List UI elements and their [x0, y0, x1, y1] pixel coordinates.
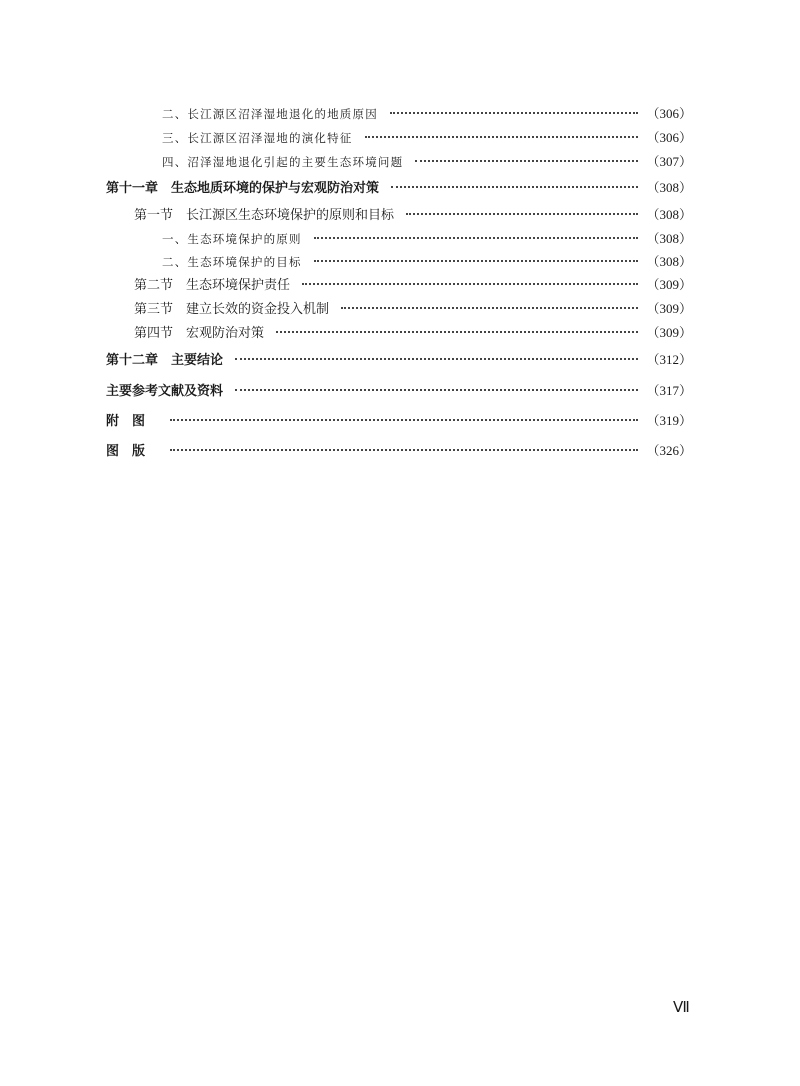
toc-entry[interactable] — [162, 251, 692, 270]
dot-leader — [391, 186, 638, 188]
toc-entry-title: 第二节 生态环境保护责任 — [134, 278, 291, 293]
dot-leader — [341, 307, 638, 309]
toc-entry-title-wrap — [106, 440, 166, 459]
toc-entry-title: 四、沼泽湿地退化引起的主要生态环境问题 — [162, 155, 404, 169]
toc-entry-section[interactable] — [134, 322, 692, 341]
toc-entry-page: （308） — [646, 207, 692, 222]
toc-entry-page: （312） — [646, 352, 692, 367]
toc-entry[interactable] — [162, 151, 692, 170]
toc-entry-title: 图版 — [106, 444, 159, 459]
toc-entry-page: （309） — [646, 277, 692, 292]
page-number: Ⅶ — [673, 1000, 690, 1016]
toc-entry-chapter[interactable] — [106, 410, 692, 429]
toc-entry-title: 第三节 建立长效的资金投入机制 — [134, 302, 330, 317]
toc-entry-chapter[interactable] — [106, 349, 692, 368]
dot-leader — [406, 213, 638, 215]
toc-entry-title: 二、生态环境保护的目标 — [162, 255, 302, 269]
toc-entry-page: （306） — [646, 106, 692, 121]
toc-entry-page: （307） — [646, 154, 692, 169]
toc-entry-title-wrap — [106, 410, 166, 429]
toc-entry-title: 第十二章 主要结论 — [106, 353, 224, 368]
dot-leader — [235, 358, 638, 360]
toc-entry-title: 一、生态环境保护的原则 — [162, 232, 302, 246]
toc-entry-page: （308） — [646, 180, 692, 195]
toc-entry-title: 主要参考文献及资料 — [106, 384, 224, 399]
toc-entry-title: 第一节 长江源区生态环境保护的原则和目标 — [134, 208, 395, 223]
toc-entry[interactable] — [162, 127, 692, 146]
toc-entry-section[interactable] — [134, 274, 692, 293]
dot-leader — [235, 389, 638, 391]
toc-entry-title: 三、长江源区沼泽湿地的演化特征 — [162, 131, 353, 145]
toc-entry-section[interactable] — [134, 298, 692, 317]
toc-entry-chapter[interactable] — [106, 440, 692, 459]
toc-entry-title: 第四节 宏观防治对策 — [134, 326, 265, 341]
toc-entry-page: （309） — [646, 325, 692, 340]
toc-entry-page: （308） — [646, 231, 692, 246]
toc-entry-section[interactable] — [134, 204, 692, 223]
dot-leader — [415, 160, 638, 162]
dot-leader — [314, 237, 639, 239]
dot-leader — [365, 136, 639, 138]
dot-leader — [170, 449, 638, 451]
toc-entry-page: （306） — [646, 130, 692, 145]
dot-leader — [314, 260, 639, 262]
toc-entry-title: 第十一章 生态地质环境的保护与宏观防治对策 — [106, 181, 380, 196]
toc-entry[interactable] — [162, 228, 692, 247]
toc-entry-chapter[interactable] — [106, 177, 692, 196]
toc-entry-page: （308） — [646, 254, 692, 269]
dot-leader — [390, 112, 639, 114]
dot-leader — [170, 419, 638, 421]
toc-entry-page: （317） — [646, 383, 692, 398]
toc-entry-page: （319） — [646, 413, 692, 428]
toc-entry[interactable] — [162, 103, 692, 122]
toc-entry-chapter[interactable] — [106, 380, 692, 399]
dot-leader — [276, 331, 638, 333]
toc-entry-page: （309） — [646, 301, 692, 316]
toc-entry-title: 二、长江源区沼泽湿地退化的地质原因 — [162, 107, 378, 121]
dot-leader — [302, 283, 638, 285]
toc-entry-title: 附图 — [106, 414, 159, 429]
toc-entry-page: （326） — [646, 443, 692, 458]
